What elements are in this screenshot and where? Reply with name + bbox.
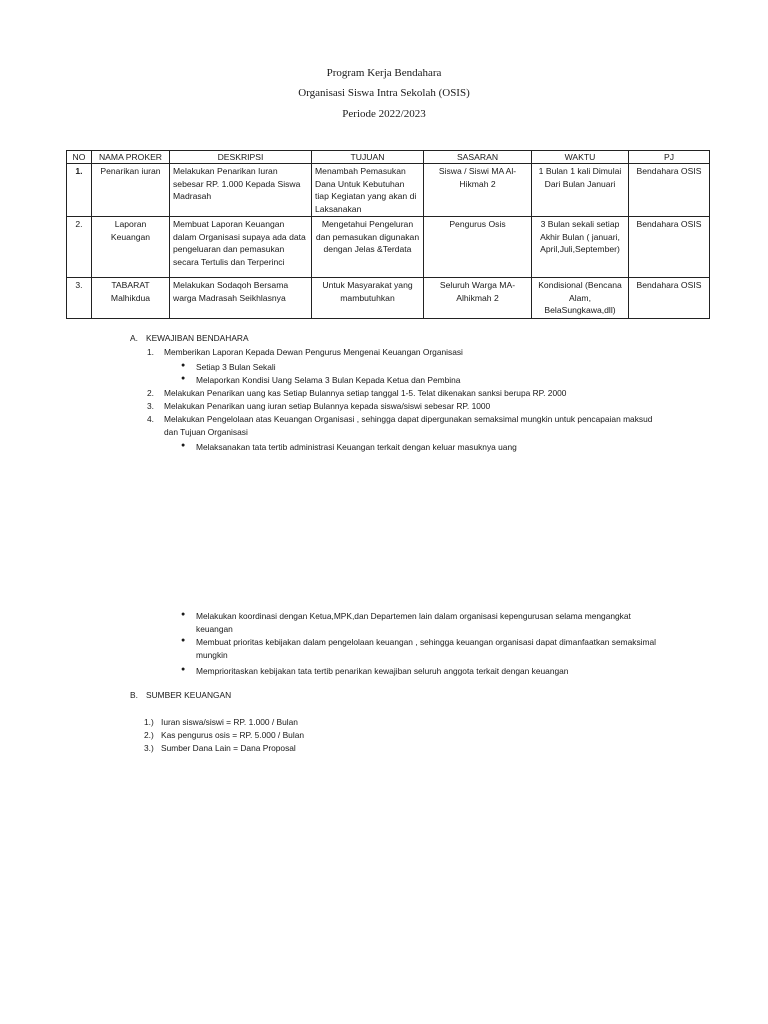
cell-nama-proker: Laporan Keuangan	[92, 217, 170, 278]
cell-tujuan: Menambah Pemasukan Dana Untuk Kebutuhan tiap Kegiatan yang akan di Laksanakan	[312, 164, 424, 217]
list-item: Melakukan koordinasi dengan Ketua,MPK,dan Departemen lain dalam organisasi kepengurusan selama mengangkat	[196, 611, 631, 621]
cell-waktu: Kondisional (Bencana Alam, BelaSungkawa,dll)	[532, 278, 629, 319]
header-no: NO	[67, 151, 92, 164]
bullet-icon: ●	[181, 611, 186, 618]
doc-period: Periode 2022/2023	[342, 108, 426, 120]
table-row	[67, 278, 710, 319]
header-tujuan: TUJUAN	[312, 151, 424, 164]
list-item: Memprioritaskan kebijakan tata tertib penarikan kewajiban seluruh anggota terkait dengan keuangan	[196, 666, 569, 676]
header-sasaran: SASARAN	[424, 151, 532, 164]
list-number: 3.	[147, 401, 154, 411]
cell-waktu: 3 Bulan sekali setiap Akhir Bulan ( januari, April,Juli,September)	[532, 217, 629, 278]
list-item: Iuran siswa/siswi = RP. 1.000 / Bulan	[161, 717, 298, 727]
cell-pj: Bendahara OSIS	[629, 164, 710, 217]
table-row	[67, 217, 710, 278]
cell-deskripsi: Melakukan Penarikan Iuran sebesar RP. 1.000 Kepada Siswa Madrasah	[170, 164, 312, 217]
cell-nama-proker: TABARAT Malhikdua	[92, 278, 170, 319]
section-b-letter: B.	[130, 690, 138, 700]
table-row	[67, 164, 710, 217]
table-header-row	[67, 151, 710, 164]
list-item: Memberikan Laporan Kepada Dewan Pengurus Mengenai Keuangan Organisasi	[164, 347, 463, 357]
bullet-icon: ●	[181, 362, 186, 369]
header-nama-proker: NAMA PROKER	[92, 151, 170, 164]
section-b-title: SUMBER KEUANGAN	[146, 690, 232, 700]
list-item: Setiap 3 Bulan Sekali	[196, 362, 276, 372]
cell-pj: Bendahara OSIS	[629, 217, 710, 278]
bullet-icon: ●	[181, 442, 186, 449]
doc-title: Program Kerja Bendahara	[326, 67, 442, 79]
cell-deskripsi: Melakukan Sodaqoh Bersama warga Madrasah Seikhlasnya	[170, 278, 312, 319]
list-item-continuation: keuangan	[196, 624, 233, 634]
bullet-icon: ●	[181, 666, 186, 673]
section-a-title: KEWAJIBAN BENDAHARA	[146, 333, 249, 343]
cell-tujuan: Mengetahui Pengeluran dan pemasukan digunakan dengan Jelas &Terdata	[312, 217, 424, 278]
cell-tujuan: Untuk Masyarakat yang mambutuhkan	[312, 278, 424, 319]
header-waktu: WAKTU	[532, 151, 629, 164]
cell-no: 2.	[67, 217, 92, 278]
bullet-icon: ●	[181, 375, 186, 382]
list-item: Melaporkan Kondisi Uang Selama 3 Bulan Kepada Ketua dan Pembina	[196, 375, 461, 385]
cell-sasaran: Pengurus Osis	[424, 217, 532, 278]
cell-deskripsi: Membuat Laporan Keuangan dalam Organisasi supaya ada data pengeluaran dan pemasukan secara Tertulis dan Terperinci	[170, 217, 312, 278]
cell-no: 1.	[67, 164, 92, 217]
cell-nama-proker: Penarikan iuran	[92, 164, 170, 217]
bullet-icon: ●	[181, 637, 186, 644]
cell-pj: Bendahara OSIS	[629, 278, 710, 319]
list-number: 3.)	[144, 743, 154, 753]
header-pj: PJ	[629, 151, 710, 164]
list-item-continuation: dan Tujuan Organisasi	[164, 427, 248, 437]
header-deskripsi: DESKRIPSI	[170, 151, 312, 164]
program-table	[66, 150, 710, 319]
section-a-letter: A.	[130, 333, 138, 343]
list-item: Kas pengurus osis = RP. 5.000 / Bulan	[161, 730, 305, 740]
list-item: Melakukan Penarikan uang iuran setiap Bulannya kepada siswa/siswi sebesar RP. 1000	[164, 401, 491, 411]
list-number: 2.)	[144, 730, 154, 740]
list-number: 1.)	[144, 717, 154, 727]
cell-no: 3.	[67, 278, 92, 319]
cell-waktu: 1 Bulan 1 kali Dimulai Dari Bulan Januari	[532, 164, 629, 217]
list-number: 2.	[147, 388, 154, 398]
list-item: Membuat prioritas kebijakan dalam pengelolaan keuangan , sehingga keuangan organisasi dapat dimanfaatkan semaksimal	[196, 637, 656, 647]
list-item: Sumber Dana Lain = Dana Proposal	[161, 743, 296, 753]
list-item: Melakukan Pengelolaan atas Keuangan Organisasi , sehingga dapat dipergunakan semaksimal mungkin untuk pencapaian maksud	[164, 414, 653, 424]
cell-sasaran: Siswa / Siswi MA Al-Hikmah 2	[424, 164, 532, 217]
list-item: Melakukan Penarikan uang kas Setiap Bulannya setiap tanggal 1-5. Telat dikenakan sanksi berupa RP. 2000	[164, 388, 567, 398]
list-item: Melaksanakan tata tertib administrasi Keuangan terkait dengan keluar masuknya uang	[196, 442, 517, 452]
list-number: 4.	[147, 414, 154, 424]
cell-sasaran: Seluruh Warga MA-Alhikmah 2	[424, 278, 532, 319]
list-item-continuation: mungkin	[196, 650, 228, 660]
doc-organization: Organisasi Siswa Intra Sekolah (OSIS)	[298, 87, 470, 99]
list-number: 1.	[147, 347, 154, 357]
